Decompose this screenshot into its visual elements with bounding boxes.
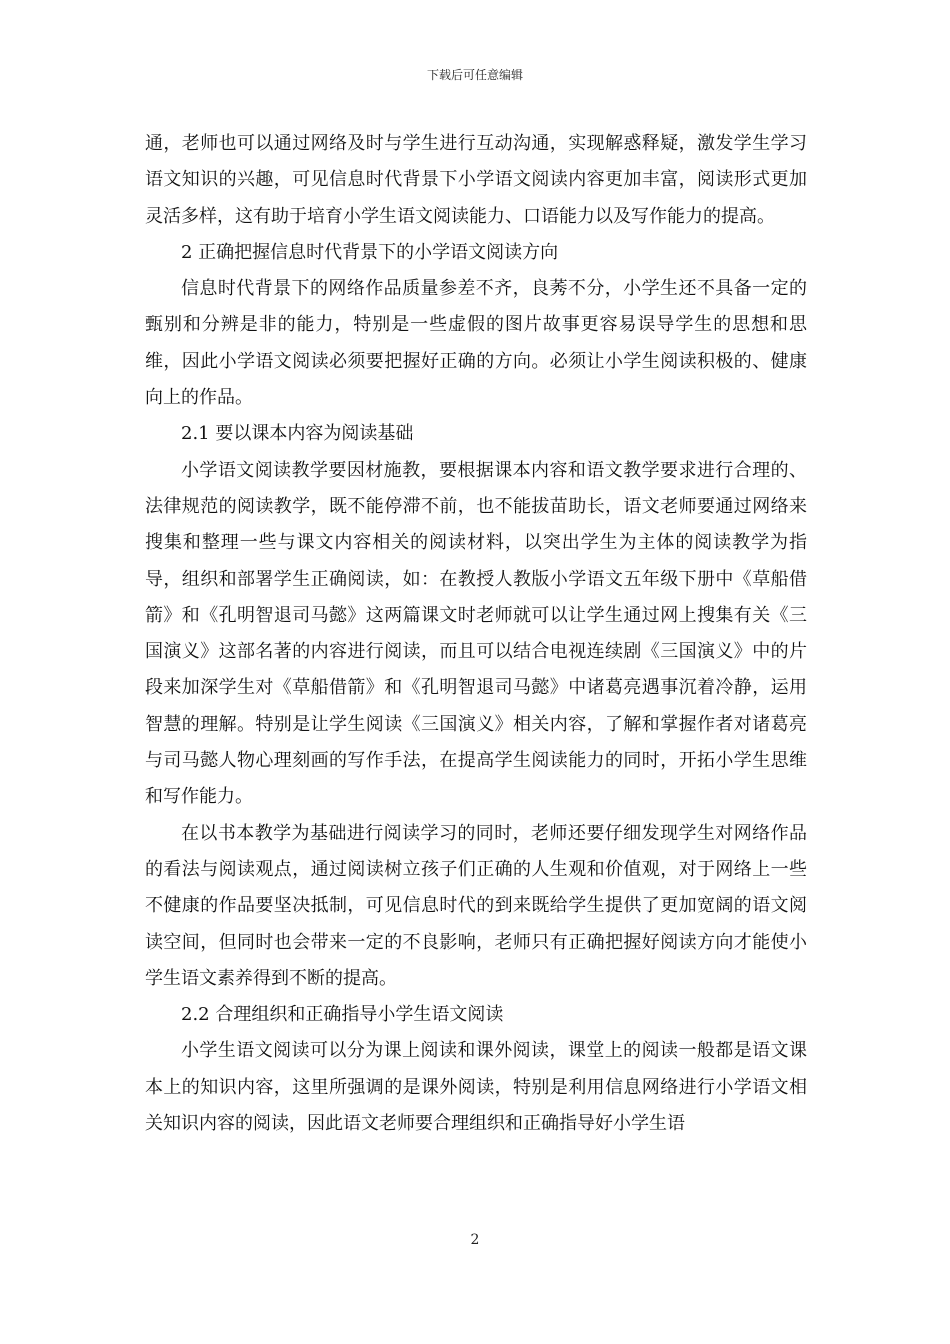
paragraph-section-2: 信息时代背景下的网络作品质量参差不齐，良莠不分，小学生还不具备一定的甄别和分辨是非的能力，特别是一些虚假的图片故事更容易误导学生的思想和思维，因此小学语文阅读必须要把握好正确的方向。必须让小学生阅读积极的、健康向上的作品。 <box>145 278 807 409</box>
page-header: 下载后可任意编辑 <box>426 68 523 82</box>
paragraph-2-1-a: 小学语文阅读教学要因材施教，要根据课本内容和语文教学要求进行合理的、法律规范的阅读教学，既不能停滞不前，也不能拔苗助长，语文老师要通过网络来搜集和整理一些与课文内容相关的阅读材料，以突出学生为主体的阅读教学为指导，组织和部署学生正确阅读，如：在教授人教版小学语文五年级下册中《草船借箭》和《孔明智退司马懿》这两篇课文时老师就可以让学生通过网上搜集有关《三国演义》这部名著的内容进行阅读，而且可以结合电视连续剧《三国演义》中的片段来加深学生对《草船借箭》和《孔明智退司马懿》中诸葛亮遇事沉着冷静，运用智慧的理解。特别是让学生阅读《三国演义》相关内容，了解和掌握作者对诸葛亮与司马懿人物心理刻画的写作手法，在提高学生阅读能力的同时，开拓小学生思维和写作能力。 <box>145 459 807 808</box>
page-number: 2 <box>470 1232 480 1248</box>
document-body <box>145 126 807 1142</box>
subsection-heading-2-1: 2.1 要以课本内容为阅读基础 <box>181 423 414 445</box>
paragraph-continuation: 通，老师也可以通过网络及时与学生进行互动沟通，实现解惑释疑，激发学生学习语文知识的兴趣，可见信息时代背景下小学语文阅读内容更加丰富，阅读形式更加灵活多样，这有助于培育小学生语文阅读能力、口语能力以及写作能力的提高。 <box>145 133 807 227</box>
paragraph-2-2: 小学生语文阅读可以分为课上阅读和课外阅读，课堂上的阅读一般都是语文课本上的知识内容，这里所强调的是课外阅读，特别是利用信息网络进行小学语文相关知识内容的阅读，因此语文老师要合理组织和正确指导好小学生语 <box>145 1040 807 1135</box>
paragraph-2-1-b: 在以书本教学为基础进行阅读学习的同时，老师还要仔细发现学生对网络作品的看法与阅读观点，通过阅读树立孩子们正确的人生观和价值观，对于网络上一些不健康的作品要坚决抵制，可见信息时代的到来既给学生提供了更加宽阔的语文阅读空间，但同时也会带来一定的不良影响，老师只有正确把握好阅读方向才能使小学生语文素养得到不断的提高。 <box>145 822 807 989</box>
section-heading-2: 2 正确把握信息时代背景下的小学语文阅读方向 <box>181 241 559 263</box>
subsection-heading-2-2: 2.2 合理组织和正确指导小学生语文阅读 <box>181 1004 504 1026</box>
